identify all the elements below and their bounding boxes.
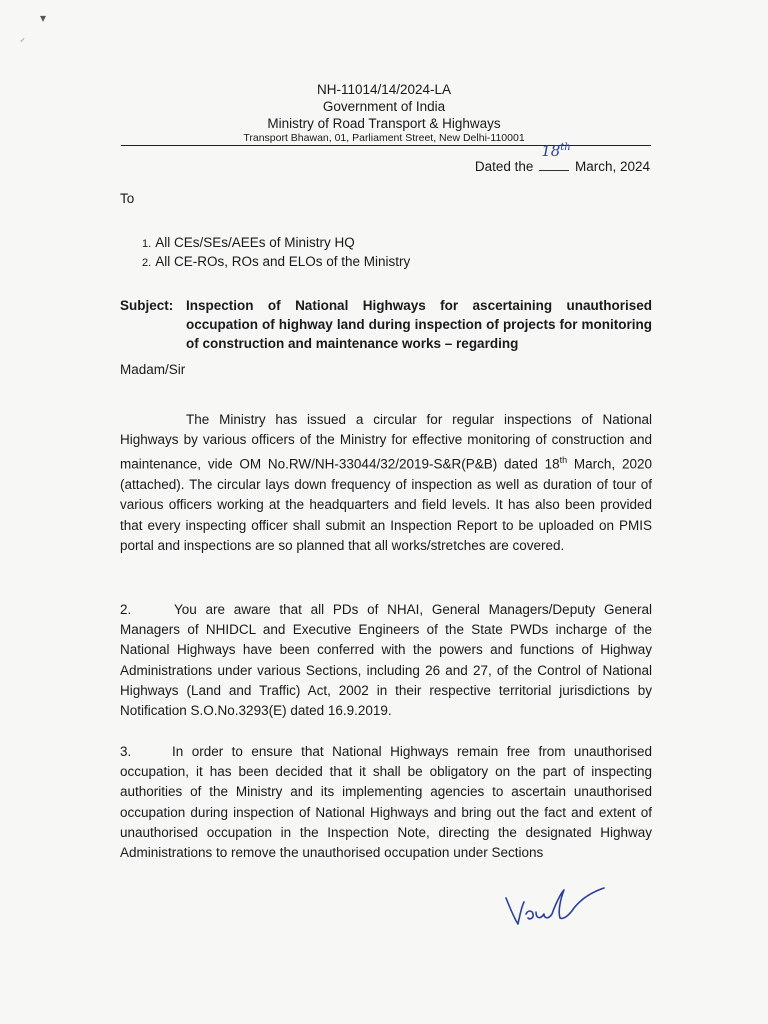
ministry-name: Ministry of Road Transport & Highways xyxy=(267,116,501,131)
recipient-number: 2. xyxy=(142,257,152,269)
signature-icon xyxy=(500,884,610,934)
file-number: NH-11014/14/2024-LA xyxy=(316,82,452,97)
recipient-item xyxy=(142,234,410,253)
paragraph-2 xyxy=(120,600,652,721)
paragraph-1-text-a: The Ministry has issued a circular for regular inspections of National Highways by various officers of the Ministry for effective monitoring of construction and maintenance, vide OM No.RW/NH-33044/32/2019-S&R(P&B) dated 18 xyxy=(120,412,652,472)
date-prefix: Dated the xyxy=(474,159,534,174)
day-suffix: th xyxy=(560,142,571,153)
scan-mark-icon: ⸝ xyxy=(20,33,25,44)
header-divider xyxy=(121,145,651,146)
salutation: Madam/Sir xyxy=(120,362,186,377)
subject-text: Inspection of National Highways for ascertaining unauthorised occupation of highway land during inspection of projects for monitoring of construction and maintenance works – regarding xyxy=(186,298,652,351)
paragraph-2-number: 2. xyxy=(120,602,132,617)
paragraph-3 xyxy=(120,742,652,863)
scan-mark-icon: ▾ xyxy=(40,11,47,25)
recipient-text: All CEs/SEs/AEEs of Ministry HQ xyxy=(155,235,355,250)
paragraph-3-number: 3. xyxy=(120,744,132,759)
paragraph-2-text: You are aware that all PDs of NHAI, General Managers/Deputy General Managers of NHIDCL and Executive Engineers of the State PWDs incharge of the National Highways have been conferred with the powers and functions of Highway Administrations under various Sections, including 26 and 27, of the Control of National Highways (Land and Traffic) Act, 2002 in their respective territorial jurisdictions by Notification S.O.No.3293(E) dated 16.9.2019. xyxy=(120,602,652,719)
paragraph-3-text: In order to ensure that National Highways remain free from unauthorised occupation, it has been decided that it shall be obligatory on the part of inspecting authorities of the Ministry and its implementing agencies to ascertain unauthorised occupation during inspection of National Highways and bring out the fact and extent of unauthorised occupation in the Inspection Note, directing the designated Highway Administrations to remove the unauthorised occupation under Sections xyxy=(120,744,652,861)
to-label: To xyxy=(120,191,135,206)
recipient-number: 1. xyxy=(142,238,152,250)
date-blank xyxy=(539,142,571,171)
paragraph-1 xyxy=(120,410,652,556)
ministry-address: Transport Bhawan, 01, Parliament Street, New Delhi-110001 xyxy=(243,132,525,144)
date-suffix: March, 2024 xyxy=(574,159,650,174)
letter-date xyxy=(474,142,650,174)
paragraph-1-sup: th xyxy=(559,455,568,466)
paragraph-1-text-b: March, 2020 (attached). The circular lays down frequency of inspection as well as duration of tour of various officers working at the headquarters and field levels. It has also been provided that every inspecting officer shall submit an Inspection Report to be uploaded on PMIS portal and inspections are so planned that all works/stretches are covered. xyxy=(120,456,652,553)
recipient-text: All CE-ROs, ROs and ELOs of the Ministry xyxy=(155,254,411,269)
recipient-list xyxy=(142,234,410,272)
government-name: Government of India xyxy=(322,99,446,114)
day-value: 18 xyxy=(541,142,561,160)
subject-label: Subject: xyxy=(120,298,174,313)
subject-block xyxy=(120,296,652,353)
handwritten-day xyxy=(541,142,571,160)
recipient-item xyxy=(142,253,410,272)
letterhead xyxy=(0,81,768,145)
